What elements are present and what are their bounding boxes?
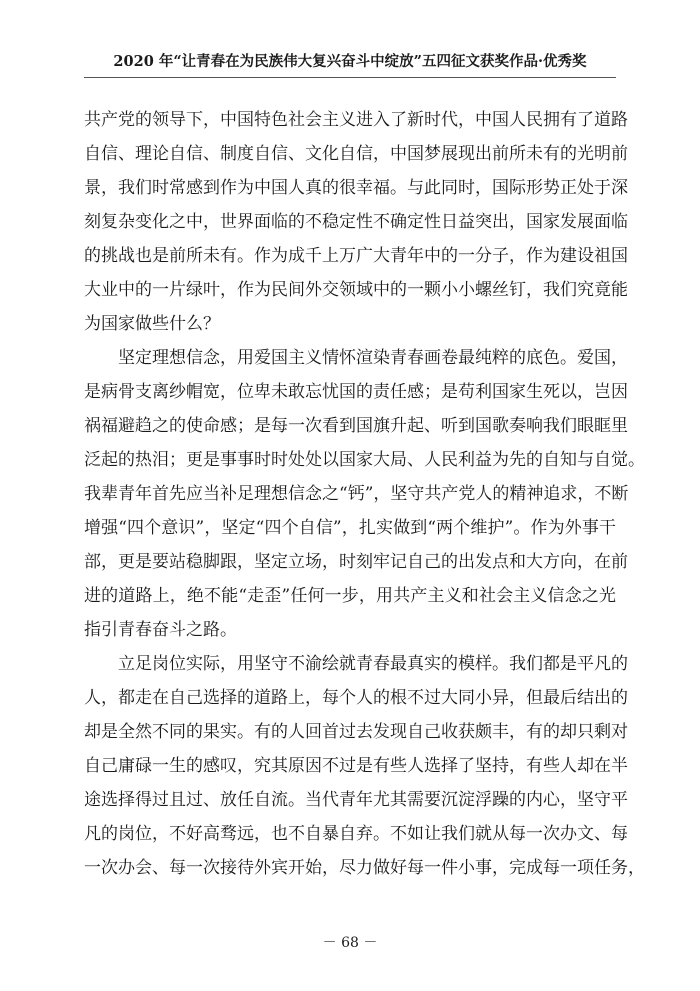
text-line: 自己庸碌一生的感叹，究其原因不过是有些人选择了坚持，有些人却在半 (84, 756, 628, 776)
page-number: － 68 － (322, 935, 378, 951)
text-line: 部，更是要站稳脚跟，坚定立场，时刻牢记自己的出发点和大方向，在前 (84, 552, 628, 572)
text-line: 凡的岗位，不好高骛远，也不自暴自弃。不如让我们就从每一次办文、每 (84, 824, 628, 844)
text-line: 进的道路上，绝不能“走歪”任何一步，用共产主义和社会主义信念之光 (84, 586, 616, 606)
text-line: 泛起的热泪；更是事事时时处处以国家大局、人民利益为先的自知与自觉。 (84, 450, 645, 470)
text-line: 的挑战也是前所未有。作为成千上万广大青年中的一分子，作为建设祖国 (84, 246, 628, 266)
text-line: 一次办会、每一次接待外宾开始，尽力做好每一件小事，完成每一项任务， (84, 858, 645, 878)
text-line: 共产党的领导下，中国特色社会主义进入了新时代，中国人民拥有了道路 (84, 110, 628, 130)
header-divider (84, 77, 616, 78)
page-header-title: 2020 年“让青春在为民族伟大复兴奋斗中绽放”五四征文获奖作品·优秀奖 (113, 53, 587, 70)
paragraph-first-line: 坚定理想信念，用爱国主义情怀渲染青春画卷最纯粹的底色。爱国， (118, 348, 628, 368)
text-line: 增强“四个意识”，坚定“四个自信”，扎实做到“两个维护”。作为外事干 (84, 518, 616, 538)
text-line: 祸福避趋之的使命感；是每一次看到国旗升起、听到国歌奏响我们眼眶里 (84, 416, 628, 436)
text-line: 指引青春奋斗之路。 (84, 620, 237, 640)
text-line: 为国家做些什么？ (84, 314, 220, 334)
text-line: 大业中的一片绿叶，作为民间外交领域中的一颗小小螺丝钉，我们究竟能 (84, 280, 628, 300)
text-line: 景，我们时常感到作为中国人真的很幸福。与此同时，国际形势正处于深 (84, 178, 628, 198)
text-line: 自信、理论自信、制度自信、文化自信，中国梦展现出前所未有的光明前 (84, 144, 628, 164)
text-line: 刻复杂变化之中，世界面临的不稳定性不确定性日益突出，国家发展面临 (84, 212, 628, 232)
body-text (84, 103, 645, 885)
text-line: 我辈青年首先应当补足理想信念之“钙”，坚守共产党人的精神追求，不断 (84, 484, 629, 504)
text-line: 途选择得过且过、放任自流。当代青年尤其需要沉淀浮躁的内心，坚守平 (84, 790, 628, 810)
text-line: 是病骨支离纱帽宽，位卑未敢忘忧国的责任感；是苟利国家生死以，岂因 (84, 382, 628, 402)
paragraph-first-line: 立足岗位实际，用坚守不渝绘就青春最真实的模样。我们都是平凡的 (118, 654, 628, 674)
text-line: 却是全然不同的果实。有的人回首过去发现自己收获颇丰，有的却只剩对 (84, 722, 628, 742)
text-line: 人，都走在自己选择的道路上，每个人的根不过大同小异，但最后结出的 (84, 688, 628, 708)
